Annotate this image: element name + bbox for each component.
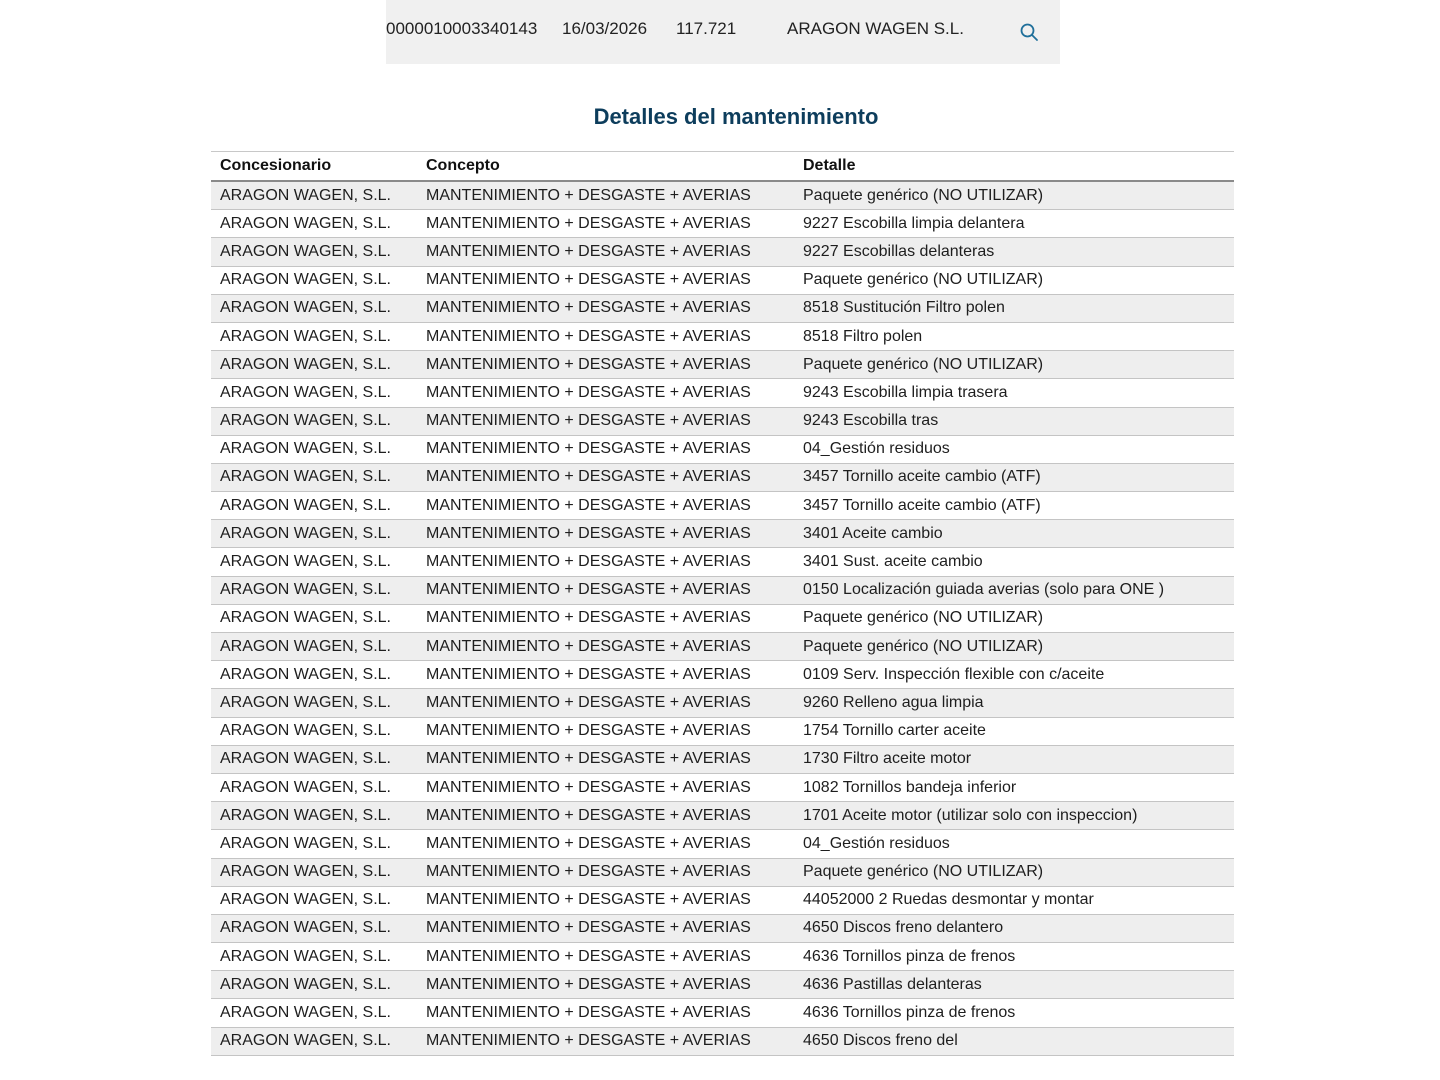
cell-concepto: MANTENIMIENTO + DESGASTE + AVERIAS — [417, 294, 794, 322]
cell-concepto: MANTENIMIENTO + DESGASTE + AVERIAS — [417, 886, 794, 914]
cell-concepto: MANTENIMIENTO + DESGASTE + AVERIAS — [417, 463, 794, 491]
cell-detalle: Paquete genérico (NO UTILIZAR) — [794, 858, 1234, 886]
cell-concepto: MANTENIMIENTO + DESGASTE + AVERIAS — [417, 210, 794, 238]
table-row — [211, 351, 1234, 379]
cell-detalle: 1754 Tornillo carter aceite — [794, 717, 1234, 745]
contract-number: 0000010003340143 — [386, 19, 538, 38]
cell-detalle: 9227 Escobilla limpia delantera — [794, 210, 1234, 238]
cell-concesionario: ARAGON WAGEN, S.L. — [211, 886, 417, 914]
cell-detalle: 9260 Relleno agua limpia — [794, 689, 1234, 717]
summary-dealer: ARAGON WAGEN S.L. — [787, 19, 964, 38]
cell-detalle: 4650 Discos freno del — [794, 1027, 1234, 1055]
cell-concepto: MANTENIMIENTO + DESGASTE + AVERIAS — [417, 830, 794, 858]
cell-concesionario: ARAGON WAGEN, S.L. — [211, 971, 417, 999]
cell-concesionario: ARAGON WAGEN, S.L. — [211, 548, 417, 576]
cell-concesionario: ARAGON WAGEN, S.L. — [211, 463, 417, 491]
cell-concesionario: ARAGON WAGEN, S.L. — [211, 943, 417, 971]
table-row — [211, 181, 1234, 210]
table-row — [211, 266, 1234, 294]
page-title: Detalles del mantenimiento — [593, 104, 879, 129]
cell-detalle: 8518 Filtro polen — [794, 322, 1234, 350]
cell-concepto: MANTENIMIENTO + DESGASTE + AVERIAS — [417, 745, 794, 773]
cell-detalle: 3401 Sust. aceite cambio — [794, 548, 1234, 576]
cell-concesionario: ARAGON WAGEN, S.L. — [211, 576, 417, 604]
cell-detalle: 3401 Aceite cambio — [794, 520, 1234, 548]
cell-concesionario: ARAGON WAGEN, S.L. — [211, 604, 417, 632]
cell-concepto: MANTENIMIENTO + DESGASTE + AVERIAS — [417, 773, 794, 801]
table-row — [211, 576, 1234, 604]
column-header-detalle: Detalle — [794, 152, 1234, 182]
cell-concesionario: ARAGON WAGEN, S.L. — [211, 999, 417, 1027]
cell-concesionario: ARAGON WAGEN, S.L. — [211, 633, 417, 661]
cell-concesionario: ARAGON WAGEN, S.L. — [211, 294, 417, 322]
table-row — [211, 379, 1234, 407]
cell-concepto: MANTENIMIENTO + DESGASTE + AVERIAS — [417, 971, 794, 999]
cell-concesionario: ARAGON WAGEN, S.L. — [211, 210, 417, 238]
cell-concepto: MANTENIMIENTO + DESGASTE + AVERIAS — [417, 266, 794, 294]
cell-concepto: MANTENIMIENTO + DESGASTE + AVERIAS — [417, 717, 794, 745]
table-row — [211, 689, 1234, 717]
cell-concepto: MANTENIMIENTO + DESGASTE + AVERIAS — [417, 407, 794, 435]
cell-concesionario: ARAGON WAGEN, S.L. — [211, 492, 417, 520]
cell-concepto: MANTENIMIENTO + DESGASTE + AVERIAS — [417, 802, 794, 830]
table-row — [211, 210, 1234, 238]
cell-concesionario: ARAGON WAGEN, S.L. — [211, 520, 417, 548]
cell-detalle: 1082 Tornillos bandeja inferior — [794, 773, 1234, 801]
cell-concepto: MANTENIMIENTO + DESGASTE + AVERIAS — [417, 238, 794, 266]
cell-detalle: Paquete genérico (NO UTILIZAR) — [794, 351, 1234, 379]
table-row — [211, 604, 1234, 632]
table-row — [211, 463, 1234, 491]
cell-detalle: 9243 Escobilla tras — [794, 407, 1234, 435]
cell-concesionario: ARAGON WAGEN, S.L. — [211, 802, 417, 830]
cell-detalle: Paquete genérico (NO UTILIZAR) — [794, 266, 1234, 294]
table-row — [211, 858, 1234, 886]
cell-concepto: MANTENIMIENTO + DESGASTE + AVERIAS — [417, 661, 794, 689]
cell-concepto: MANTENIMIENTO + DESGASTE + AVERIAS — [417, 1027, 794, 1055]
summary-bar — [386, 0, 1060, 64]
cell-concepto: MANTENIMIENTO + DESGASTE + AVERIAS — [417, 492, 794, 520]
table-row — [211, 661, 1234, 689]
cell-detalle: 0150 Localización guiada averias (solo para ONE ) — [794, 576, 1234, 604]
cell-detalle: 8518 Sustitución Filtro polen — [794, 294, 1234, 322]
cell-concepto: MANTENIMIENTO + DESGASTE + AVERIAS — [417, 181, 794, 210]
cell-concepto: MANTENIMIENTO + DESGASTE + AVERIAS — [417, 351, 794, 379]
summary-date: 16/03/2026 — [562, 19, 648, 38]
cell-detalle: 4636 Pastillas delanteras — [794, 971, 1234, 999]
table-header-row — [211, 152, 1234, 182]
cell-detalle: 4636 Tornillos pinza de frenos — [794, 999, 1234, 1027]
cell-concepto: MANTENIMIENTO + DESGASTE + AVERIAS — [417, 520, 794, 548]
maintenance-table — [211, 151, 1234, 1056]
table-row — [211, 407, 1234, 435]
cell-concepto: MANTENIMIENTO + DESGASTE + AVERIAS — [417, 914, 794, 942]
cell-concesionario: ARAGON WAGEN, S.L. — [211, 717, 417, 745]
cell-detalle: 3457 Tornillo aceite cambio (ATF) — [794, 463, 1234, 491]
table-row — [211, 914, 1234, 942]
cell-detalle: Paquete genérico (NO UTILIZAR) — [794, 633, 1234, 661]
table-row — [211, 520, 1234, 548]
cell-concepto: MANTENIMIENTO + DESGASTE + AVERIAS — [417, 379, 794, 407]
cell-detalle: Paquete genérico (NO UTILIZAR) — [794, 604, 1234, 632]
cell-concesionario: ARAGON WAGEN, S.L. — [211, 351, 417, 379]
search-icon[interactable] — [1019, 22, 1039, 42]
table-row — [211, 548, 1234, 576]
cell-concesionario: ARAGON WAGEN, S.L. — [211, 858, 417, 886]
cell-detalle: 4650 Discos freno delantero — [794, 914, 1234, 942]
table-row — [211, 322, 1234, 350]
column-header-concesionario: Concesionario — [211, 152, 417, 182]
cell-concesionario: ARAGON WAGEN, S.L. — [211, 689, 417, 717]
table-row — [211, 999, 1234, 1027]
cell-concepto: MANTENIMIENTO + DESGASTE + AVERIAS — [417, 689, 794, 717]
cell-detalle: 1701 Aceite motor (utilizar solo con inspeccion) — [794, 802, 1234, 830]
table-row — [211, 717, 1234, 745]
table-row — [211, 830, 1234, 858]
table-row — [211, 1027, 1234, 1055]
cell-concesionario: ARAGON WAGEN, S.L. — [211, 661, 417, 689]
table-row — [211, 773, 1234, 801]
cell-detalle: 44052000 2 Ruedas desmontar y montar — [794, 886, 1234, 914]
cell-concesionario: ARAGON WAGEN, S.L. — [211, 379, 417, 407]
table-row — [211, 435, 1234, 463]
cell-concesionario: ARAGON WAGEN, S.L. — [211, 407, 417, 435]
cell-concesionario: ARAGON WAGEN, S.L. — [211, 181, 417, 210]
cell-detalle: 04_Gestión residuos — [794, 830, 1234, 858]
table-row — [211, 745, 1234, 773]
cell-detalle: 9243 Escobilla limpia trasera — [794, 379, 1234, 407]
cell-concepto: MANTENIMIENTO + DESGASTE + AVERIAS — [417, 322, 794, 350]
cell-concepto: MANTENIMIENTO + DESGASTE + AVERIAS — [417, 604, 794, 632]
cell-concepto: MANTENIMIENTO + DESGASTE + AVERIAS — [417, 435, 794, 463]
cell-detalle: 1730 Filtro aceite motor — [794, 745, 1234, 773]
cell-concesionario: ARAGON WAGEN, S.L. — [211, 238, 417, 266]
cell-detalle: 9227 Escobillas delanteras — [794, 238, 1234, 266]
cell-concesionario: ARAGON WAGEN, S.L. — [211, 745, 417, 773]
cell-detalle: 0109 Serv. Inspección flexible con c/aceite — [794, 661, 1234, 689]
column-header-concepto: Concepto — [417, 152, 794, 182]
cell-concepto: MANTENIMIENTO + DESGASTE + AVERIAS — [417, 576, 794, 604]
table-row — [211, 971, 1234, 999]
cell-detalle: 4636 Tornillos pinza de frenos — [794, 943, 1234, 971]
table-body — [211, 181, 1234, 1055]
cell-concepto: MANTENIMIENTO + DESGASTE + AVERIAS — [417, 548, 794, 576]
table-row — [211, 633, 1234, 661]
cell-detalle: 3457 Tornillo aceite cambio (ATF) — [794, 492, 1234, 520]
cell-concesionario: ARAGON WAGEN, S.L. — [211, 914, 417, 942]
cell-concesionario: ARAGON WAGEN, S.L. — [211, 322, 417, 350]
cell-concesionario: ARAGON WAGEN, S.L. — [211, 773, 417, 801]
summary-amount: 117.721 — [676, 19, 737, 38]
cell-detalle: 04_Gestión residuos — [794, 435, 1234, 463]
table-row — [211, 294, 1234, 322]
cell-concepto: MANTENIMIENTO + DESGASTE + AVERIAS — [417, 999, 794, 1027]
cell-detalle: Paquete genérico (NO UTILIZAR) — [794, 181, 1234, 210]
cell-concesionario: ARAGON WAGEN, S.L. — [211, 266, 417, 294]
table-row — [211, 238, 1234, 266]
cell-concesionario: ARAGON WAGEN, S.L. — [211, 1027, 417, 1055]
cell-concesionario: ARAGON WAGEN, S.L. — [211, 830, 417, 858]
table-row — [211, 886, 1234, 914]
cell-concepto: MANTENIMIENTO + DESGASTE + AVERIAS — [417, 858, 794, 886]
table-row — [211, 492, 1234, 520]
table-row — [211, 943, 1234, 971]
cell-concepto: MANTENIMIENTO + DESGASTE + AVERIAS — [417, 633, 794, 661]
cell-concepto: MANTENIMIENTO + DESGASTE + AVERIAS — [417, 943, 794, 971]
cell-concesionario: ARAGON WAGEN, S.L. — [211, 435, 417, 463]
table-row — [211, 802, 1234, 830]
